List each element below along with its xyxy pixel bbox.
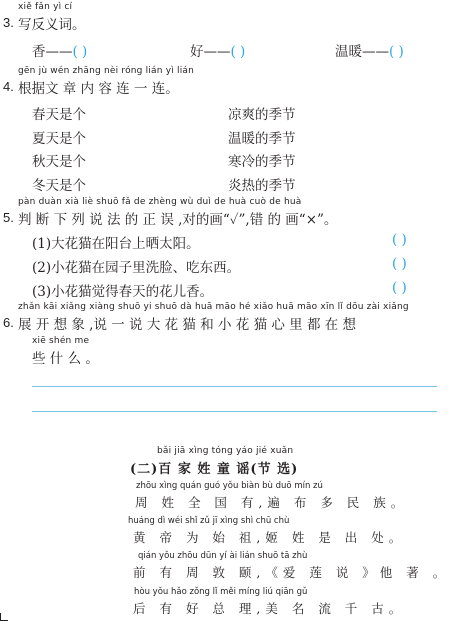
q5-pinyin: pàn duàn xià liè shuō fǎ de zhèng wù duì de huà cuò de huà bbox=[18, 197, 302, 207]
poem-title: (二)百 家 姓 童 谣(节 选) bbox=[130, 462, 299, 477]
q3-pinyin: xiě fǎn yì cí bbox=[18, 2, 73, 12]
q6-prompt-line1: 展 开 想 象 ,说 一 说 大 花 猫 和 小 花 猫 心 里 都 在 想 bbox=[18, 317, 357, 333]
poem-line-pinyin: huáng dì wéi shǐ zǔ jī xìng shì chū chù bbox=[128, 516, 290, 526]
q6-prompt-line2: 些 什 么 。 bbox=[32, 351, 99, 367]
crop-mark bbox=[0, 613, 8, 621]
q6-number: 6. bbox=[3, 315, 14, 330]
q3-number: 3. bbox=[3, 15, 14, 30]
q4-right-item[interactable]: 寒冷的季节 bbox=[228, 154, 296, 170]
q3-item-3 bbox=[335, 40, 404, 60]
q4-pinyin: gēn jù wén zhāng nèi róng lián yì lián bbox=[18, 66, 195, 76]
q5-prompt: 判 断 下 列 说 法 的 正 误 ,对的画“✓”,错 的 画“×”。 bbox=[18, 212, 338, 228]
q3-item-2 bbox=[190, 40, 245, 60]
poem-line-pinyin: hòu yǒu hǎo zǒng lǐ měi míng liú qiān gǔ bbox=[134, 587, 308, 597]
q3-word: 香—— bbox=[32, 44, 73, 60]
q4-number: 4. bbox=[3, 79, 14, 94]
q5-statement: (1)大花猫在阳台上晒太阳。 bbox=[32, 236, 200, 252]
poem-line: 黄 帝 为 始 祖,姬 姓 是 出 处。 bbox=[133, 530, 407, 545]
q4-right-item[interactable]: 凉爽的季节 bbox=[228, 107, 296, 123]
answer-blank[interactable]: ( ) bbox=[389, 44, 404, 60]
writing-line[interactable] bbox=[32, 386, 437, 387]
q6-pinyin-line1: zhǎn kāi xiǎng xiàng shuō yi shuō dà huā māo hé xiǎo huā māo xīn lǐ dōu zài xiǎng bbox=[18, 302, 409, 312]
q3-item-1 bbox=[32, 40, 87, 60]
q4-prompt: 根据文 章 内 容 连 一 连。 bbox=[18, 81, 179, 97]
q5-statement: (2)小花猫在园子里洗脸、吃东西。 bbox=[32, 260, 241, 276]
q4-right-item[interactable]: 炎热的季节 bbox=[228, 178, 296, 194]
q4-left-item[interactable]: 夏天是个 bbox=[32, 131, 86, 147]
answer-blank[interactable]: ( ) bbox=[392, 232, 407, 248]
writing-line[interactable] bbox=[32, 411, 437, 412]
poem-line-pinyin: zhōu xìng quán guó yǒu biàn bù duō mín zú bbox=[136, 481, 323, 491]
q5-statement: (3)小花猫觉得春天的花儿香。 bbox=[32, 284, 214, 300]
q3-word: 温暖—— bbox=[335, 44, 389, 60]
q4-left-item[interactable]: 春天是个 bbox=[32, 107, 86, 123]
answer-blank[interactable]: ( ) bbox=[230, 44, 246, 60]
answer-blank[interactable]: ( ) bbox=[392, 256, 407, 272]
q3-word: 好—— bbox=[190, 44, 231, 60]
answer-blank[interactable]: ( ) bbox=[392, 280, 407, 296]
poem-line: 前 有 周 敦 颐,《爱 莲 说 》他 著 。 bbox=[133, 565, 450, 580]
poem-line: 后 有 好 总 理,美 名 流 千 古。 bbox=[133, 601, 407, 616]
poem-line: 周 姓 全 国 有,遍 布 多 民 族。 bbox=[135, 495, 409, 510]
q4-left-item[interactable]: 冬天是个 bbox=[32, 178, 86, 194]
q5-number: 5. bbox=[3, 210, 14, 225]
q6-pinyin-line2: xiē shén me bbox=[32, 336, 90, 346]
poem-title-pinyin: bǎi jiā xìng tóng yáo jié xuǎn bbox=[157, 446, 294, 456]
q4-left-item[interactable]: 秋天是个 bbox=[32, 154, 86, 170]
q3-prompt: 写反义词。 bbox=[18, 17, 86, 33]
answer-blank[interactable]: ( ) bbox=[72, 44, 88, 60]
q4-right-item[interactable]: 温暖的季节 bbox=[228, 131, 296, 147]
poem-line-pinyin: qián yǒu zhōu dūn yí ài lián shuō tā zhù bbox=[138, 551, 308, 561]
